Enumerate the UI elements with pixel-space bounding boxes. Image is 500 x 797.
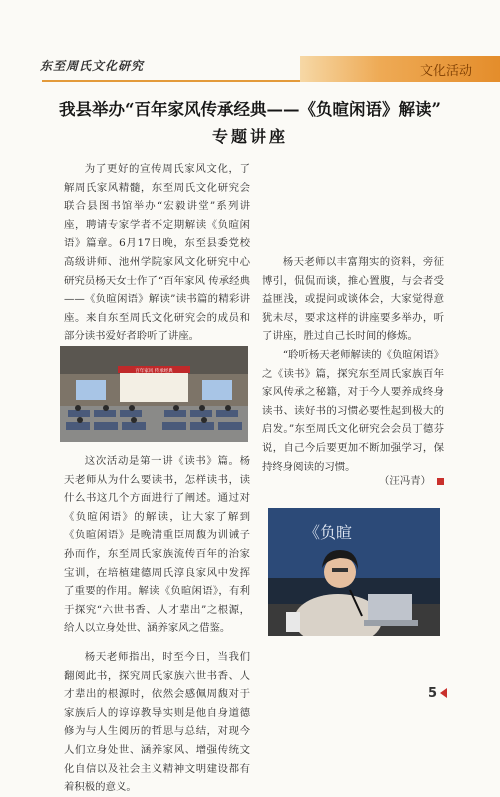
paragraph-2: 这次活动是第一讲《读书》篇。杨天老师从为什么要读书，怎样读书，读什么书这几个方面进行了阐述。通过对《负暄闲语》的解读，让大家了解到《负暄闲语》是晚清重臣周馥为训诫子孙而作，东至周氏家族流传百年的治家宝训，在培植建德周氏淳良家风中发挥了重要的作用。解读《负暄闲语》，有利于探究“六世书香、人才辈出”之根源，给人以立身处世、涵养家风之借鉴。 xyxy=(64,455,250,635)
journal-logo: 东至周氏文化研究 xyxy=(40,59,145,73)
lecture-hall-illustration xyxy=(60,346,248,442)
speaker-illustration xyxy=(268,508,440,636)
paragraph-3: 杨天老师指出，时至今日，当我们翻阅此书，探究周氏家族六世书香、人才辈出的根源时，依然会感佩周馥对于家族后人的谆谆教导实则是他自身道德修为与人生阅历的哲思与总结，对现今人们立身处世、涵养家风、增强传统文化自信以及社会主义精神文明建设都有着积极的意义。 xyxy=(64,651,250,794)
header-rule xyxy=(42,80,302,82)
article-subtitle: 专题讲座 xyxy=(211,127,288,146)
page-header xyxy=(0,0,500,88)
speaker-screen-text: 《负暄 xyxy=(304,523,353,542)
section-label: 文化活动 xyxy=(419,64,472,79)
paragraph-5: “聆听杨天老师解读的《负暄闲语》之《读书》篇，探究东至周氏家族百年家风传承之秘籍，对于今人要养成终身读书、读好书的习惯必要性起到极大的启发。”东至周氏文化研究会会员丁德芬说，自己今后要更加不断加强学习，保持终身阅读的习惯。 xyxy=(262,349,444,473)
article-title: 我县举办“百年家风传承经典——《负暄闲语》解读” xyxy=(59,100,441,119)
section-tab xyxy=(300,56,500,82)
paragraph-1: 为了更好的宣传周氏家风文化，了解周氏家风精髓，东至周氏文化研究会联合县图书馆举办“宏毅讲堂”系列讲座，聘请专家学者不定期解读《负暄闲语》篇章。6月17日晚，东至县委党校高级讲师、池州学院家风文化研究中心研究员杨天女士作了“百年家风 传承经典——《负暄闲语》解读”读书篇的精彩讲座。来自东至周氏文化研究会的成员和部分读书爱好者聆听了讲座。 xyxy=(64,163,250,343)
author-signature xyxy=(262,472,444,487)
author-name: （汪冯青） xyxy=(379,475,431,487)
lecture-hall-photo xyxy=(60,346,248,442)
page-marker-icon xyxy=(440,688,447,698)
speaker-photo xyxy=(268,508,440,636)
end-mark xyxy=(437,478,444,485)
paragraph-4: 杨天老师以丰富翔实的资料，旁征博引，侃侃而谈，推心置腹，与会者受益匪浅，或提问或谈体会，大家觉得意犹未尽，要求这样的讲座要多举办，听了讲座，胜过自己长时间的修炼。 xyxy=(262,256,444,343)
page-number: 5 xyxy=(428,686,438,701)
lecture-banner-text: 百年家风 传承经典 xyxy=(135,369,173,374)
